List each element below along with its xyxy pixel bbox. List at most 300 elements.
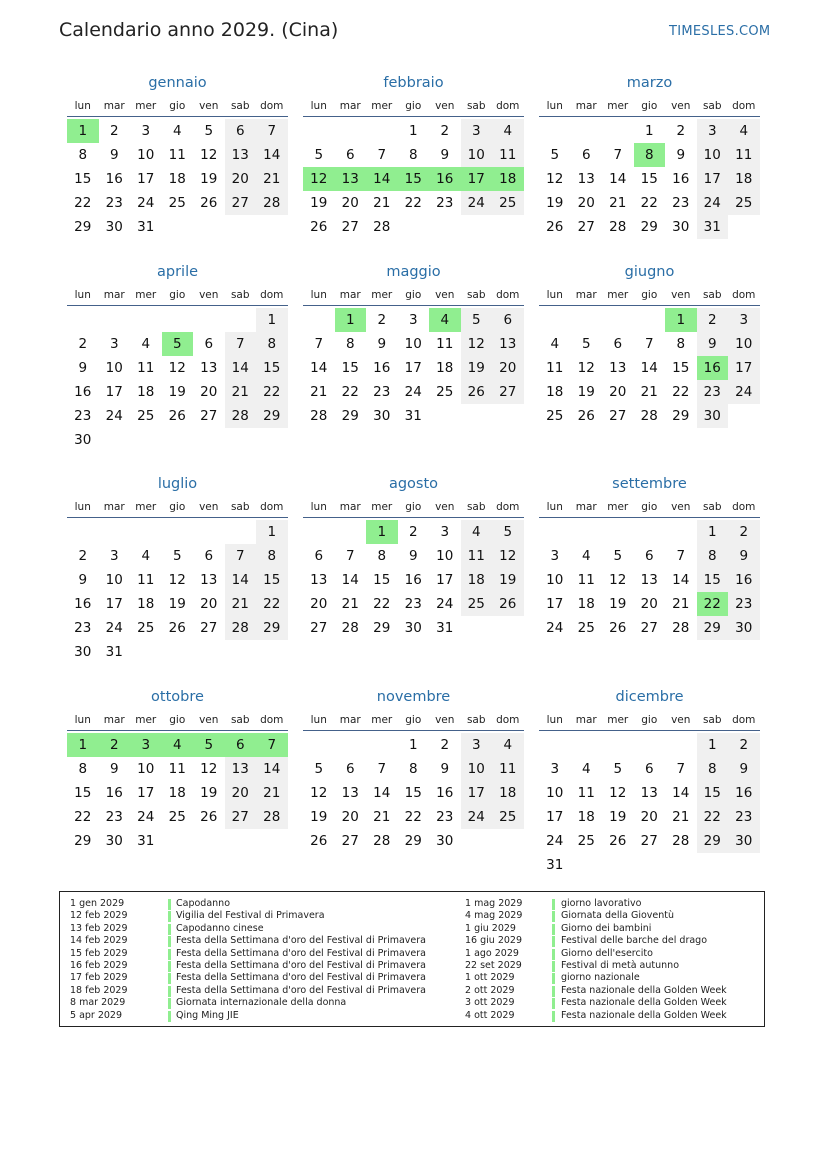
- day-cell[interactable]: 24: [461, 191, 493, 215]
- day-cell[interactable]: 29: [341, 408, 359, 424]
- day-cell[interactable]: 10: [105, 360, 123, 376]
- day-cell[interactable]: 21: [609, 195, 627, 211]
- day-cell[interactable]: 26: [200, 809, 218, 825]
- day-cell[interactable]: 12: [200, 761, 218, 777]
- day-cell[interactable]: 13: [200, 360, 218, 376]
- day-cell[interactable]: 12: [310, 785, 328, 801]
- day-cell[interactable]: 15: [672, 360, 690, 376]
- holiday-day-cell[interactable]: 15: [398, 167, 430, 191]
- day-cell[interactable]: 18: [546, 384, 564, 400]
- day-cell[interactable]: 2: [440, 737, 450, 753]
- day-cell[interactable]: 14: [225, 568, 257, 592]
- day-cell[interactable]: 11: [461, 544, 493, 568]
- day-cell[interactable]: 7: [644, 336, 654, 352]
- day-cell[interactable]: 9: [408, 548, 418, 564]
- day-cell[interactable]: 23: [373, 384, 391, 400]
- day-cell[interactable]: 3: [461, 119, 493, 143]
- day-cell[interactable]: 24: [436, 596, 454, 612]
- day-cell[interactable]: 10: [461, 757, 493, 781]
- day-cell[interactable]: 5: [613, 548, 623, 564]
- day-cell[interactable]: 27: [640, 620, 658, 636]
- day-cell[interactable]: 17: [436, 572, 454, 588]
- holiday-day-cell[interactable]: 16: [697, 356, 729, 380]
- day-cell[interactable]: 4: [141, 548, 151, 564]
- day-cell[interactable]: 24: [105, 408, 123, 424]
- day-cell[interactable]: 15: [341, 360, 359, 376]
- day-cell[interactable]: 22: [74, 809, 92, 825]
- brand-link[interactable]: TIMESLES.COM: [669, 24, 771, 39]
- day-cell[interactable]: 23: [74, 620, 92, 636]
- day-cell[interactable]: 16: [728, 568, 760, 592]
- day-cell[interactable]: 22: [404, 809, 422, 825]
- day-cell[interactable]: 7: [225, 332, 257, 356]
- holiday-day-cell[interactable]: 16: [429, 167, 461, 191]
- day-cell[interactable]: 19: [577, 384, 595, 400]
- day-cell[interactable]: 14: [640, 360, 658, 376]
- day-cell[interactable]: 26: [310, 833, 328, 849]
- day-cell[interactable]: 18: [137, 384, 155, 400]
- day-cell[interactable]: 10: [105, 572, 123, 588]
- day-cell[interactable]: 13: [225, 757, 257, 781]
- day-cell[interactable]: 1: [697, 733, 729, 757]
- day-cell[interactable]: 8: [697, 544, 729, 568]
- day-cell[interactable]: 26: [200, 195, 218, 211]
- day-cell[interactable]: 26: [168, 620, 186, 636]
- day-cell[interactable]: 9: [728, 544, 760, 568]
- day-cell[interactable]: 12: [492, 544, 524, 568]
- day-cell[interactable]: 31: [137, 833, 155, 849]
- day-cell[interactable]: 31: [137, 219, 155, 235]
- day-cell[interactable]: 25: [168, 195, 186, 211]
- day-cell[interactable]: 11: [137, 360, 155, 376]
- day-cell[interactable]: 20: [225, 781, 257, 805]
- day-cell[interactable]: 25: [461, 592, 493, 616]
- day-cell[interactable]: 30: [728, 829, 760, 853]
- day-cell[interactable]: 25: [546, 408, 564, 424]
- holiday-day-cell[interactable]: 4: [162, 733, 194, 757]
- day-cell[interactable]: 17: [697, 167, 729, 191]
- day-cell[interactable]: 6: [204, 548, 214, 564]
- day-cell[interactable]: 20: [341, 195, 359, 211]
- day-cell[interactable]: 12: [200, 147, 218, 163]
- day-cell[interactable]: 23: [436, 195, 454, 211]
- day-cell[interactable]: 26: [577, 408, 595, 424]
- day-cell[interactable]: 6: [644, 761, 654, 777]
- day-cell[interactable]: 17: [546, 809, 564, 825]
- day-cell[interactable]: 31: [105, 644, 123, 660]
- day-cell[interactable]: 25: [436, 384, 454, 400]
- day-cell[interactable]: 23: [697, 380, 729, 404]
- holiday-day-cell[interactable]: 1: [366, 520, 398, 544]
- day-cell[interactable]: 30: [697, 404, 729, 428]
- day-cell[interactable]: 10: [137, 147, 155, 163]
- day-cell[interactable]: 13: [640, 785, 658, 801]
- day-cell[interactable]: 15: [640, 171, 658, 187]
- day-cell[interactable]: 16: [672, 171, 690, 187]
- day-cell[interactable]: 2: [676, 123, 686, 139]
- holiday-day-cell[interactable]: 22: [697, 592, 729, 616]
- day-cell[interactable]: 4: [550, 336, 560, 352]
- day-cell[interactable]: 12: [546, 171, 564, 187]
- day-cell[interactable]: 21: [672, 809, 690, 825]
- day-cell[interactable]: 25: [137, 620, 155, 636]
- day-cell[interactable]: 9: [728, 757, 760, 781]
- day-cell[interactable]: 2: [408, 524, 418, 540]
- day-cell[interactable]: 6: [581, 147, 591, 163]
- day-cell[interactable]: 1: [408, 737, 418, 753]
- day-cell[interactable]: 13: [225, 143, 257, 167]
- day-cell[interactable]: 7: [225, 544, 257, 568]
- day-cell[interactable]: 24: [137, 809, 155, 825]
- day-cell[interactable]: 17: [105, 384, 123, 400]
- day-cell[interactable]: 9: [440, 761, 450, 777]
- day-cell[interactable]: 3: [109, 336, 119, 352]
- day-cell[interactable]: 22: [256, 592, 288, 616]
- day-cell[interactable]: 25: [577, 620, 595, 636]
- day-cell[interactable]: 6: [225, 119, 257, 143]
- day-cell[interactable]: 5: [314, 147, 324, 163]
- day-cell[interactable]: 19: [461, 356, 493, 380]
- day-cell[interactable]: 17: [137, 171, 155, 187]
- holiday-day-cell[interactable]: 7: [256, 733, 288, 757]
- day-cell[interactable]: 2: [728, 520, 760, 544]
- day-cell[interactable]: 16: [105, 785, 123, 801]
- day-cell[interactable]: 29: [697, 829, 729, 853]
- day-cell[interactable]: 11: [436, 336, 454, 352]
- day-cell[interactable]: 15: [256, 568, 288, 592]
- day-cell[interactable]: 12: [609, 572, 627, 588]
- day-cell[interactable]: 6: [644, 548, 654, 564]
- day-cell[interactable]: 7: [377, 761, 387, 777]
- day-cell[interactable]: 26: [168, 408, 186, 424]
- day-cell[interactable]: 31: [436, 620, 454, 636]
- day-cell[interactable]: 5: [461, 308, 493, 332]
- day-cell[interactable]: 22: [373, 596, 391, 612]
- day-cell[interactable]: 2: [78, 548, 88, 564]
- day-cell[interactable]: 8: [256, 332, 288, 356]
- day-cell[interactable]: 21: [256, 167, 288, 191]
- day-cell[interactable]: 21: [310, 384, 328, 400]
- day-cell[interactable]: 30: [105, 833, 123, 849]
- day-cell[interactable]: 8: [408, 761, 418, 777]
- day-cell[interactable]: 22: [672, 384, 690, 400]
- day-cell[interactable]: 21: [373, 195, 391, 211]
- day-cell[interactable]: 25: [728, 191, 760, 215]
- day-cell[interactable]: 13: [200, 572, 218, 588]
- day-cell[interactable]: 25: [492, 191, 524, 215]
- day-cell[interactable]: 5: [550, 147, 560, 163]
- day-cell[interactable]: 9: [676, 147, 686, 163]
- day-cell[interactable]: 4: [581, 761, 591, 777]
- day-cell[interactable]: 25: [168, 809, 186, 825]
- day-cell[interactable]: 7: [676, 548, 686, 564]
- day-cell[interactable]: 14: [256, 757, 288, 781]
- day-cell[interactable]: 8: [408, 147, 418, 163]
- holiday-day-cell[interactable]: 12: [303, 167, 335, 191]
- day-cell[interactable]: 20: [200, 596, 218, 612]
- day-cell[interactable]: 18: [577, 809, 595, 825]
- day-cell[interactable]: 18: [436, 360, 454, 376]
- day-cell[interactable]: 18: [728, 167, 760, 191]
- day-cell[interactable]: 10: [728, 332, 760, 356]
- holiday-day-cell[interactable]: 2: [99, 733, 131, 757]
- day-cell[interactable]: 11: [577, 572, 595, 588]
- day-cell[interactable]: 7: [676, 761, 686, 777]
- day-cell[interactable]: 5: [613, 761, 623, 777]
- day-cell[interactable]: 4: [461, 520, 493, 544]
- day-cell[interactable]: 9: [109, 147, 119, 163]
- day-cell[interactable]: 18: [168, 785, 186, 801]
- day-cell[interactable]: 5: [581, 336, 591, 352]
- day-cell[interactable]: 3: [550, 761, 560, 777]
- day-cell[interactable]: 16: [373, 360, 391, 376]
- day-cell[interactable]: 12: [168, 572, 186, 588]
- day-cell[interactable]: 14: [256, 143, 288, 167]
- day-cell[interactable]: 15: [697, 568, 729, 592]
- day-cell[interactable]: 19: [200, 171, 218, 187]
- day-cell[interactable]: 16: [74, 596, 92, 612]
- day-cell[interactable]: 1: [256, 520, 288, 544]
- day-cell[interactable]: 9: [697, 332, 729, 356]
- holiday-day-cell[interactable]: 1: [67, 119, 99, 143]
- day-cell[interactable]: 18: [492, 781, 524, 805]
- day-cell[interactable]: 29: [672, 408, 690, 424]
- day-cell[interactable]: 17: [137, 785, 155, 801]
- day-cell[interactable]: 11: [492, 143, 524, 167]
- day-cell[interactable]: 16: [74, 384, 92, 400]
- day-cell[interactable]: 22: [74, 195, 92, 211]
- holiday-day-cell[interactable]: 18: [492, 167, 524, 191]
- day-cell[interactable]: 30: [436, 833, 454, 849]
- day-cell[interactable]: 27: [225, 805, 257, 829]
- day-cell[interactable]: 9: [109, 761, 119, 777]
- day-cell[interactable]: 21: [225, 380, 257, 404]
- day-cell[interactable]: 17: [105, 596, 123, 612]
- day-cell[interactable]: 28: [225, 404, 257, 428]
- day-cell[interactable]: 8: [78, 147, 88, 163]
- day-cell[interactable]: 4: [141, 336, 151, 352]
- day-cell[interactable]: 12: [168, 360, 186, 376]
- day-cell[interactable]: 29: [640, 219, 658, 235]
- day-cell[interactable]: 11: [577, 785, 595, 801]
- day-cell[interactable]: 11: [728, 143, 760, 167]
- day-cell[interactable]: 28: [225, 616, 257, 640]
- day-cell[interactable]: 17: [546, 596, 564, 612]
- day-cell[interactable]: 20: [609, 384, 627, 400]
- day-cell[interactable]: 24: [137, 195, 155, 211]
- day-cell[interactable]: 21: [341, 596, 359, 612]
- day-cell[interactable]: 25: [137, 408, 155, 424]
- day-cell[interactable]: 7: [377, 147, 387, 163]
- day-cell[interactable]: 28: [672, 620, 690, 636]
- day-cell[interactable]: 14: [373, 785, 391, 801]
- day-cell[interactable]: 20: [310, 596, 328, 612]
- day-cell[interactable]: 18: [168, 171, 186, 187]
- day-cell[interactable]: 29: [697, 616, 729, 640]
- day-cell[interactable]: 4: [172, 123, 182, 139]
- day-cell[interactable]: 28: [373, 219, 391, 235]
- day-cell[interactable]: 10: [436, 548, 454, 564]
- day-cell[interactable]: 30: [728, 616, 760, 640]
- day-cell[interactable]: 24: [546, 620, 564, 636]
- day-cell[interactable]: 26: [310, 219, 328, 235]
- day-cell[interactable]: 18: [461, 568, 493, 592]
- day-cell[interactable]: 8: [78, 761, 88, 777]
- day-cell[interactable]: 30: [373, 408, 391, 424]
- day-cell[interactable]: 27: [609, 408, 627, 424]
- day-cell[interactable]: 27: [225, 191, 257, 215]
- day-cell[interactable]: 3: [408, 312, 418, 328]
- day-cell[interactable]: 13: [310, 572, 328, 588]
- day-cell[interactable]: 12: [609, 785, 627, 801]
- day-cell[interactable]: 6: [345, 761, 355, 777]
- day-cell[interactable]: 1: [644, 123, 654, 139]
- day-cell[interactable]: 22: [341, 384, 359, 400]
- day-cell[interactable]: 19: [609, 809, 627, 825]
- day-cell[interactable]: 29: [74, 219, 92, 235]
- day-cell[interactable]: 31: [697, 215, 729, 239]
- day-cell[interactable]: 20: [577, 195, 595, 211]
- day-cell[interactable]: 30: [74, 432, 92, 448]
- day-cell[interactable]: 14: [341, 572, 359, 588]
- day-cell[interactable]: 18: [137, 596, 155, 612]
- day-cell[interactable]: 5: [314, 761, 324, 777]
- day-cell[interactable]: 23: [728, 805, 760, 829]
- day-cell[interactable]: 24: [546, 833, 564, 849]
- day-cell[interactable]: 6: [345, 147, 355, 163]
- day-cell[interactable]: 2: [377, 312, 387, 328]
- day-cell[interactable]: 6: [204, 336, 214, 352]
- day-cell[interactable]: 10: [461, 143, 493, 167]
- day-cell[interactable]: 28: [609, 219, 627, 235]
- day-cell[interactable]: 11: [546, 360, 564, 376]
- day-cell[interactable]: 8: [377, 548, 387, 564]
- holiday-day-cell[interactable]: 1: [665, 308, 697, 332]
- day-cell[interactable]: 31: [404, 408, 422, 424]
- day-cell[interactable]: 2: [728, 733, 760, 757]
- day-cell[interactable]: 27: [341, 219, 359, 235]
- holiday-day-cell[interactable]: 1: [335, 308, 367, 332]
- day-cell[interactable]: 17: [461, 781, 493, 805]
- day-cell[interactable]: 12: [577, 360, 595, 376]
- day-cell[interactable]: 7: [256, 119, 288, 143]
- day-cell[interactable]: 27: [310, 620, 328, 636]
- day-cell[interactable]: 19: [310, 195, 328, 211]
- day-cell[interactable]: 3: [440, 524, 450, 540]
- day-cell[interactable]: 27: [200, 408, 218, 424]
- day-cell[interactable]: 3: [109, 548, 119, 564]
- day-cell[interactable]: 23: [105, 195, 123, 211]
- day-cell[interactable]: 4: [492, 733, 524, 757]
- day-cell[interactable]: 28: [672, 833, 690, 849]
- day-cell[interactable]: 25: [577, 833, 595, 849]
- day-cell[interactable]: 13: [640, 572, 658, 588]
- day-cell[interactable]: 26: [546, 219, 564, 235]
- day-cell[interactable]: 26: [609, 620, 627, 636]
- day-cell[interactable]: 16: [105, 171, 123, 187]
- holiday-day-cell[interactable]: 17: [461, 167, 493, 191]
- day-cell[interactable]: 27: [341, 833, 359, 849]
- day-cell[interactable]: 27: [577, 219, 595, 235]
- day-cell[interactable]: 12: [461, 332, 493, 356]
- day-cell[interactable]: 26: [609, 833, 627, 849]
- day-cell[interactable]: 24: [697, 191, 729, 215]
- day-cell[interactable]: 14: [672, 785, 690, 801]
- day-cell[interactable]: 19: [546, 195, 564, 211]
- day-cell[interactable]: 21: [672, 596, 690, 612]
- day-cell[interactable]: 29: [256, 404, 288, 428]
- day-cell[interactable]: 14: [609, 171, 627, 187]
- day-cell[interactable]: 15: [697, 781, 729, 805]
- day-cell[interactable]: 1: [697, 520, 729, 544]
- day-cell[interactable]: 31: [546, 857, 564, 873]
- day-cell[interactable]: 8: [676, 336, 686, 352]
- day-cell[interactable]: 5: [492, 520, 524, 544]
- day-cell[interactable]: 15: [404, 785, 422, 801]
- day-cell[interactable]: 25: [492, 805, 524, 829]
- day-cell[interactable]: 28: [373, 833, 391, 849]
- day-cell[interactable]: 4: [581, 548, 591, 564]
- day-cell[interactable]: 20: [225, 167, 257, 191]
- day-cell[interactable]: 16: [728, 781, 760, 805]
- day-cell[interactable]: 11: [137, 572, 155, 588]
- day-cell[interactable]: 2: [697, 308, 729, 332]
- day-cell[interactable]: 11: [492, 757, 524, 781]
- day-cell[interactable]: 15: [256, 356, 288, 380]
- day-cell[interactable]: 3: [461, 733, 493, 757]
- day-cell[interactable]: 23: [105, 809, 123, 825]
- day-cell[interactable]: 17: [728, 356, 760, 380]
- day-cell[interactable]: 6: [492, 308, 524, 332]
- holiday-day-cell[interactable]: 8: [634, 143, 666, 167]
- day-cell[interactable]: 17: [404, 360, 422, 376]
- day-cell[interactable]: 21: [225, 592, 257, 616]
- day-cell[interactable]: 22: [404, 195, 422, 211]
- day-cell[interactable]: 13: [341, 785, 359, 801]
- day-cell[interactable]: 23: [404, 596, 422, 612]
- day-cell[interactable]: 19: [168, 384, 186, 400]
- day-cell[interactable]: 7: [345, 548, 355, 564]
- day-cell[interactable]: 7: [314, 336, 324, 352]
- day-cell[interactable]: 30: [404, 620, 422, 636]
- day-cell[interactable]: 23: [74, 408, 92, 424]
- day-cell[interactable]: 2: [440, 123, 450, 139]
- day-cell[interactable]: 5: [172, 548, 182, 564]
- day-cell[interactable]: 23: [728, 592, 760, 616]
- day-cell[interactable]: 27: [200, 620, 218, 636]
- day-cell[interactable]: 1: [408, 123, 418, 139]
- day-cell[interactable]: 29: [256, 616, 288, 640]
- day-cell[interactable]: 13: [609, 360, 627, 376]
- day-cell[interactable]: 14: [225, 356, 257, 380]
- day-cell[interactable]: 24: [461, 805, 493, 829]
- day-cell[interactable]: 14: [672, 572, 690, 588]
- day-cell[interactable]: 21: [640, 384, 658, 400]
- holiday-day-cell[interactable]: 6: [225, 733, 257, 757]
- day-cell[interactable]: 19: [492, 568, 524, 592]
- day-cell[interactable]: 13: [577, 171, 595, 187]
- day-cell[interactable]: 5: [204, 123, 214, 139]
- day-cell[interactable]: 15: [373, 572, 391, 588]
- day-cell[interactable]: 9: [440, 147, 450, 163]
- day-cell[interactable]: 6: [613, 336, 623, 352]
- day-cell[interactable]: 23: [672, 195, 690, 211]
- day-cell[interactable]: 30: [672, 219, 690, 235]
- day-cell[interactable]: 3: [728, 308, 760, 332]
- day-cell[interactable]: 22: [256, 380, 288, 404]
- day-cell[interactable]: 28: [341, 620, 359, 636]
- day-cell[interactable]: 11: [168, 147, 186, 163]
